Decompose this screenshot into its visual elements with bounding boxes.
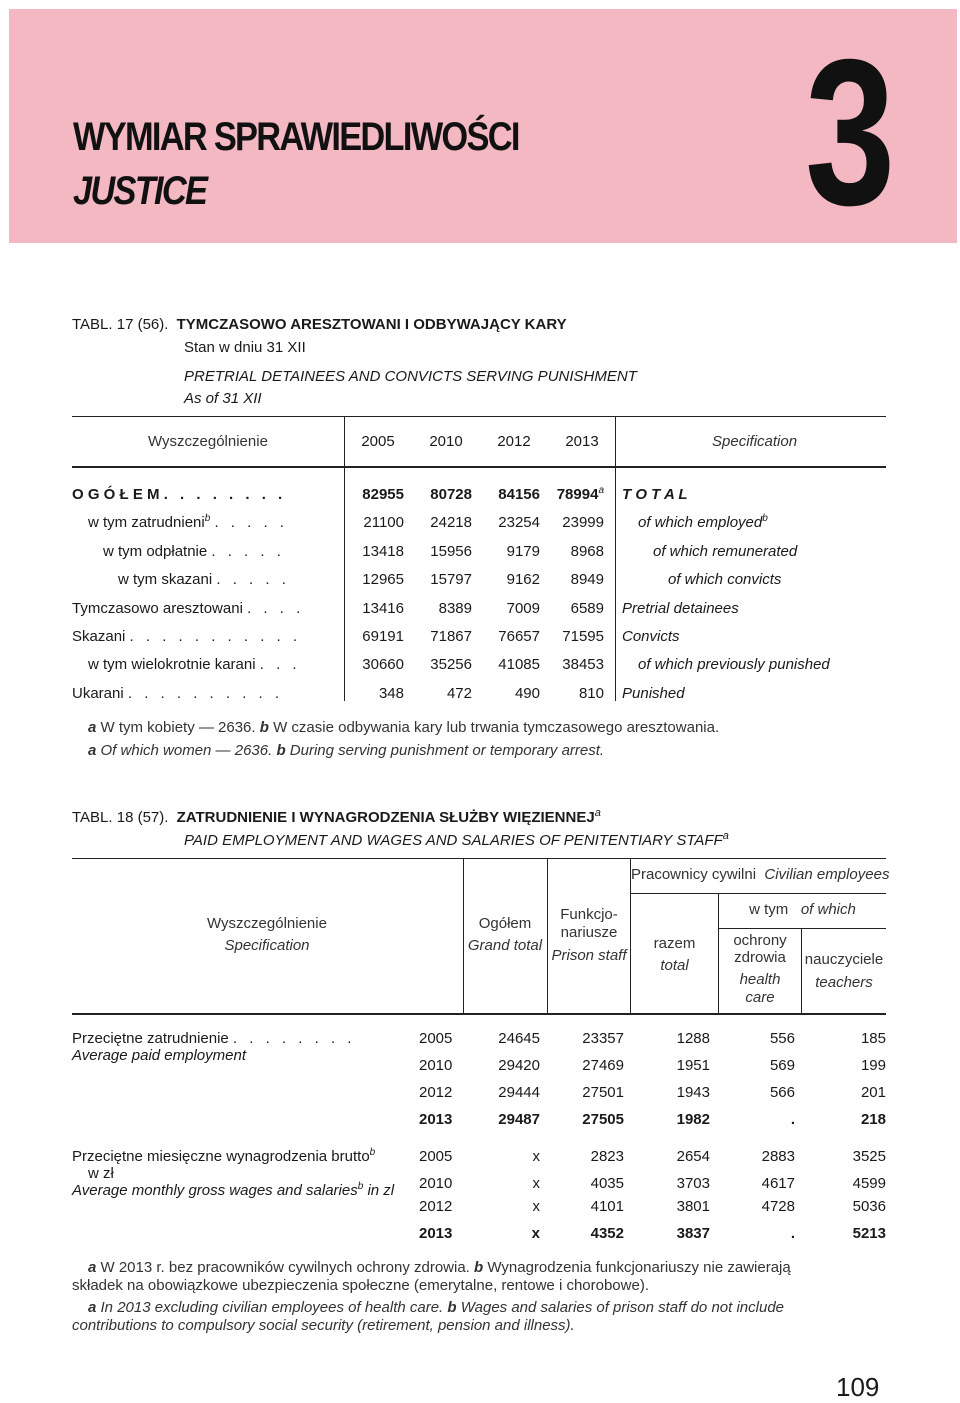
t18-head-spec-en: Specification xyxy=(224,937,310,954)
chapter-title-en: JUSTICE xyxy=(73,169,207,213)
page-number: 109 xyxy=(836,1372,880,1402)
cell: 3525 xyxy=(852,1148,886,1165)
chapter-title-pl: WYMIAR SPRAWIEDLIWOŚCI xyxy=(73,115,519,159)
row-label-en: of which convicts xyxy=(668,571,782,588)
cell: 4352 xyxy=(590,1225,624,1242)
row-label-pl: w tym zatrudnieni xyxy=(88,514,205,531)
t18-group2-label-pl2: w zł xyxy=(88,1165,114,1182)
cell: 15797 xyxy=(430,571,472,588)
cell: 6589 xyxy=(570,600,604,617)
year-cell: 2012 xyxy=(419,1198,453,1215)
cell: 13418 xyxy=(362,543,404,560)
t18-head-razem-en: total xyxy=(660,957,689,974)
t18-top-rule xyxy=(72,858,886,859)
year-cell: 2013 xyxy=(419,1225,453,1242)
t18-note-en-a: In 2013 excluding civilian employees of health care. xyxy=(100,1299,444,1316)
cell: 78994 xyxy=(556,486,599,503)
t18-head-wtym-en: of which xyxy=(800,901,856,918)
cell: 7009 xyxy=(506,600,540,617)
row-dots: . . . . . xyxy=(214,514,288,531)
cell: . xyxy=(790,1111,795,1128)
chapter-number: 3 xyxy=(805,17,896,249)
cell: x xyxy=(532,1198,540,1215)
row-label-en: Convicts xyxy=(622,628,680,645)
row-label-en: of which remunerated xyxy=(653,543,798,560)
row-dots: . . . . . xyxy=(216,571,290,588)
cell: 1288 xyxy=(676,1030,710,1047)
t17-head-year: 2012 xyxy=(497,433,531,450)
cell: 29444 xyxy=(498,1084,540,1101)
t18-head-civ xyxy=(631,866,890,883)
t18-head-total-en: Grand total xyxy=(467,937,543,954)
cell: 218 xyxy=(860,1111,886,1128)
row-dots: . . . . . . . . . . xyxy=(127,685,284,702)
cell: 185 xyxy=(860,1030,886,1047)
t18-head-health-pl1: ochrony xyxy=(733,932,787,949)
cell: 9162 xyxy=(506,571,540,588)
t18-group1-label-pl xyxy=(72,1030,355,1047)
row-label-pl: w tym odpłatnie xyxy=(103,543,208,560)
t18-head-staff-pl2: nariusze xyxy=(560,924,618,941)
cell: 1982 xyxy=(676,1111,710,1128)
cell: 12965 xyxy=(362,571,404,588)
t17-note-pl-a: W tym kobiety — 2636. xyxy=(100,719,256,736)
row-dots: . . . . . . . . xyxy=(163,486,287,503)
t18-head-teach-en: teachers xyxy=(815,974,873,991)
year-cell: 2010 xyxy=(419,1057,453,1074)
t18-head-total-pl: Ogółem xyxy=(478,915,532,932)
year-cell: 2013 xyxy=(419,1111,453,1128)
row-label-pl: O G Ó Ł E M xyxy=(72,486,160,503)
year-cell: 2005 xyxy=(419,1148,453,1165)
t18-group1-label-en: Average paid employment xyxy=(72,1047,246,1064)
footnote-mark: a xyxy=(88,719,97,736)
t18-title-en: PAID EMPLOYMENT AND WAGES AND SALARIES OF PENITENTIARY STAFF xyxy=(184,832,723,849)
t18-head-rule xyxy=(72,1013,886,1015)
group-label: Average monthly gross wages and salaries xyxy=(72,1182,358,1199)
row-label-en: Punished xyxy=(622,685,685,702)
t18-head-staff-en: Prison staff xyxy=(551,947,627,964)
t18-title-line xyxy=(72,809,601,826)
t17-head-year: 2005 xyxy=(361,433,395,450)
t17-vline xyxy=(615,416,616,701)
footnote-mark: a xyxy=(88,742,97,759)
cell: 3801 xyxy=(676,1198,710,1215)
footnote-mark: a xyxy=(88,1299,97,1316)
footnote-mark: a xyxy=(88,1259,97,1276)
cell: 24218 xyxy=(430,514,472,531)
t17-head-spec-pl: Wyszczególnienie xyxy=(148,433,268,450)
t18-title-en-line xyxy=(184,832,729,849)
cell: 9179 xyxy=(506,543,540,560)
t18-note-pl-a: W 2013 r. bez pracowników cywilnych ochrony zdrowia. xyxy=(100,1259,470,1276)
footnote-mark: b xyxy=(276,742,286,759)
t18-vline xyxy=(801,928,802,1013)
cell: 24645 xyxy=(498,1030,540,1047)
t18-head-spec-pl: Wyszczególnienie xyxy=(207,915,327,932)
t17-title-line xyxy=(72,316,567,333)
cell: 4035 xyxy=(590,1175,624,1192)
footnote-mark: b xyxy=(447,1299,457,1316)
cell: x xyxy=(532,1148,540,1165)
footnote-mark: b xyxy=(762,513,768,524)
cell: 1951 xyxy=(676,1057,710,1074)
cell: 41085 xyxy=(498,656,540,673)
cell: 23357 xyxy=(582,1030,624,1047)
cell: 472 xyxy=(446,685,472,702)
footnote-mark: a xyxy=(722,830,729,842)
t17-subtitle-pl: Stan w dniu 31 XII xyxy=(184,339,306,356)
cell: 4617 xyxy=(761,1175,795,1192)
cell: 201 xyxy=(860,1084,886,1101)
row-dots: . . . xyxy=(259,656,301,673)
t18-group2-label-pl1 xyxy=(72,1148,375,1165)
cell: 810 xyxy=(578,685,604,702)
cell: 27501 xyxy=(582,1084,624,1101)
cell: 38453 xyxy=(562,656,604,673)
row-dots: . . . . xyxy=(247,600,305,617)
t18-civ-rule xyxy=(630,893,886,894)
cell: 4728 xyxy=(761,1198,795,1215)
cell: 8389 xyxy=(438,600,472,617)
cell: 29487 xyxy=(498,1111,540,1128)
t17-head-spec-en: Specification xyxy=(712,433,798,450)
row-label-en: Pretrial detainees xyxy=(622,600,739,617)
t17-head-year: 2010 xyxy=(429,433,463,450)
row-label-pl: Ukarani xyxy=(72,685,124,702)
cell: 2654 xyxy=(676,1148,710,1165)
t17-head-rule xyxy=(72,466,886,468)
cell: 8949 xyxy=(570,571,604,588)
row-dots: . . . . . xyxy=(211,543,285,560)
chapter-banner xyxy=(9,9,957,249)
cell: 69191 xyxy=(362,628,404,645)
cell: 566 xyxy=(769,1084,795,1101)
t17-note-en-a: Of which women — 2636. xyxy=(100,742,273,759)
cell: 27505 xyxy=(582,1111,624,1128)
t18-prefix: TABL. 18 (57). xyxy=(72,809,169,826)
cell: 556 xyxy=(769,1030,795,1047)
cell: x xyxy=(532,1175,540,1192)
t18-vline xyxy=(463,858,464,1013)
footnote-mark: a xyxy=(598,485,604,496)
t18-note-pl-line1 xyxy=(88,1259,791,1276)
cell: 1943 xyxy=(676,1084,710,1101)
t17-title-pl: TYMCZASOWO ARESZTOWANI I ODBYWAJĄCY KARY xyxy=(176,316,567,333)
t18-head-wtym-pl: w tym xyxy=(749,901,789,918)
row-label-pl: w tym wielokrotnie karani xyxy=(88,656,256,673)
footnote-mark: a xyxy=(594,807,601,819)
t17-top-rule xyxy=(72,416,886,417)
t17-title-en: PRETRIAL DETAINEES AND CONVICTS SERVING PUNISHMENT xyxy=(184,368,637,385)
cell: 3837 xyxy=(676,1225,710,1242)
cell: 4599 xyxy=(852,1175,886,1192)
cell: 5213 xyxy=(852,1225,886,1242)
footnote-mark: b xyxy=(259,719,269,736)
cell: 82955 xyxy=(362,486,404,503)
cell: 3703 xyxy=(676,1175,710,1192)
cell: 23254 xyxy=(498,514,540,531)
year-cell: 2012 xyxy=(419,1084,453,1101)
t18-head-wtym xyxy=(719,901,886,918)
cell: 71867 xyxy=(430,628,472,645)
t18-wtym-rule xyxy=(718,928,886,929)
cell: 84156 xyxy=(498,486,540,503)
t18-head-razem-pl: razem xyxy=(653,935,696,952)
cell: 2883 xyxy=(761,1148,795,1165)
footnote-mark: b xyxy=(474,1259,484,1276)
t17-prefix: TABL. 17 (56). xyxy=(72,316,169,333)
cell: 30660 xyxy=(362,656,404,673)
cell: 4101 xyxy=(590,1198,624,1215)
cell: 199 xyxy=(860,1057,886,1074)
t18-head-health-pl2: zdrowia xyxy=(734,949,786,966)
t17-note-en-b: During serving punishment or temporary arrest. xyxy=(289,742,605,759)
t18-head-staff-pl1: Funkcjo- xyxy=(560,906,618,923)
t17-note-pl-b: W czasie odbywania kary lub trwania tymczasowego aresztowania. xyxy=(273,719,720,736)
t18-head-civ-pl: Pracownicy cywilni xyxy=(631,866,757,883)
cell: 15956 xyxy=(430,543,472,560)
t18-note-en-b1: Wages and salaries of prison staff do not include xyxy=(460,1299,784,1316)
t17-note-en xyxy=(88,742,604,759)
cell: 80728 xyxy=(430,486,472,503)
cell: 348 xyxy=(378,685,404,702)
t17-note-pl xyxy=(88,719,719,736)
t18-note-pl-b2: składek na obowiązkowe ubezpieczenia społeczne (emerytalne, rentowe i chorobowe). xyxy=(72,1277,649,1294)
footnote-mark: b xyxy=(204,513,211,524)
cell: 76657 xyxy=(498,628,540,645)
cell: 490 xyxy=(514,685,540,702)
row-label-pl: Tymczasowo aresztowani xyxy=(72,600,243,617)
cell: 21100 xyxy=(363,514,404,531)
cell: 13416 xyxy=(362,600,404,617)
row-label-en: of which previously punished xyxy=(638,656,830,673)
cell: x xyxy=(531,1225,540,1242)
t18-note-pl-b1: Wynagrodzenia funkcjonariuszy nie zawierają xyxy=(487,1259,791,1276)
row-label-en: T O T A L xyxy=(622,486,688,503)
row-label-en: of which employed xyxy=(638,514,763,531)
row-label-pl: Skazani xyxy=(72,628,126,645)
t17-subtitle-en: As of 31 XII xyxy=(184,390,262,407)
t18-head-health-en1: health xyxy=(739,971,781,988)
t17-head-year: 2013 xyxy=(565,433,599,450)
year-cell: 2010 xyxy=(419,1175,453,1192)
t18-head-health-en2: care xyxy=(745,989,775,1006)
cell: 569 xyxy=(769,1057,795,1074)
year-cell: 2005 xyxy=(419,1030,453,1047)
t18-head-civ-en: Civilian employees xyxy=(764,866,890,883)
t18-title-pl: ZATRUDNIENIE I WYNAGRODZENIA SŁUŻBY WIĘZIENNEJ xyxy=(176,809,595,826)
cell: 2823 xyxy=(590,1148,624,1165)
row-dots: . . . . . . . . . . . xyxy=(129,628,302,645)
cell: . xyxy=(790,1225,795,1242)
group-label: in zl xyxy=(367,1182,395,1199)
cell: 27469 xyxy=(582,1057,624,1074)
cell: 35256 xyxy=(430,656,472,673)
row-dots: . . . . . . . . xyxy=(232,1030,356,1047)
t18-note-en-b2: contributions to compulsory social security (retirement, pension and illness). xyxy=(72,1317,575,1334)
cell: 8968 xyxy=(570,543,604,560)
cell: 5036 xyxy=(852,1198,886,1215)
t18-group2-label-en xyxy=(72,1182,394,1199)
cell: 71595 xyxy=(562,628,604,645)
group-label: Przeciętne zatrudnienie xyxy=(72,1030,229,1047)
cell: 29420 xyxy=(498,1057,540,1074)
group-label: Przeciętne miesięczne wynagrodzenia brutto xyxy=(72,1148,370,1165)
t18-head-teach-pl: nauczyciele xyxy=(804,951,884,968)
t18-note-en-line1 xyxy=(88,1299,784,1316)
row-label-pl: w tym skazani xyxy=(118,571,213,588)
footnote-mark: b xyxy=(357,1181,364,1192)
footnote-mark: b xyxy=(369,1147,376,1158)
cell: 23999 xyxy=(562,514,604,531)
